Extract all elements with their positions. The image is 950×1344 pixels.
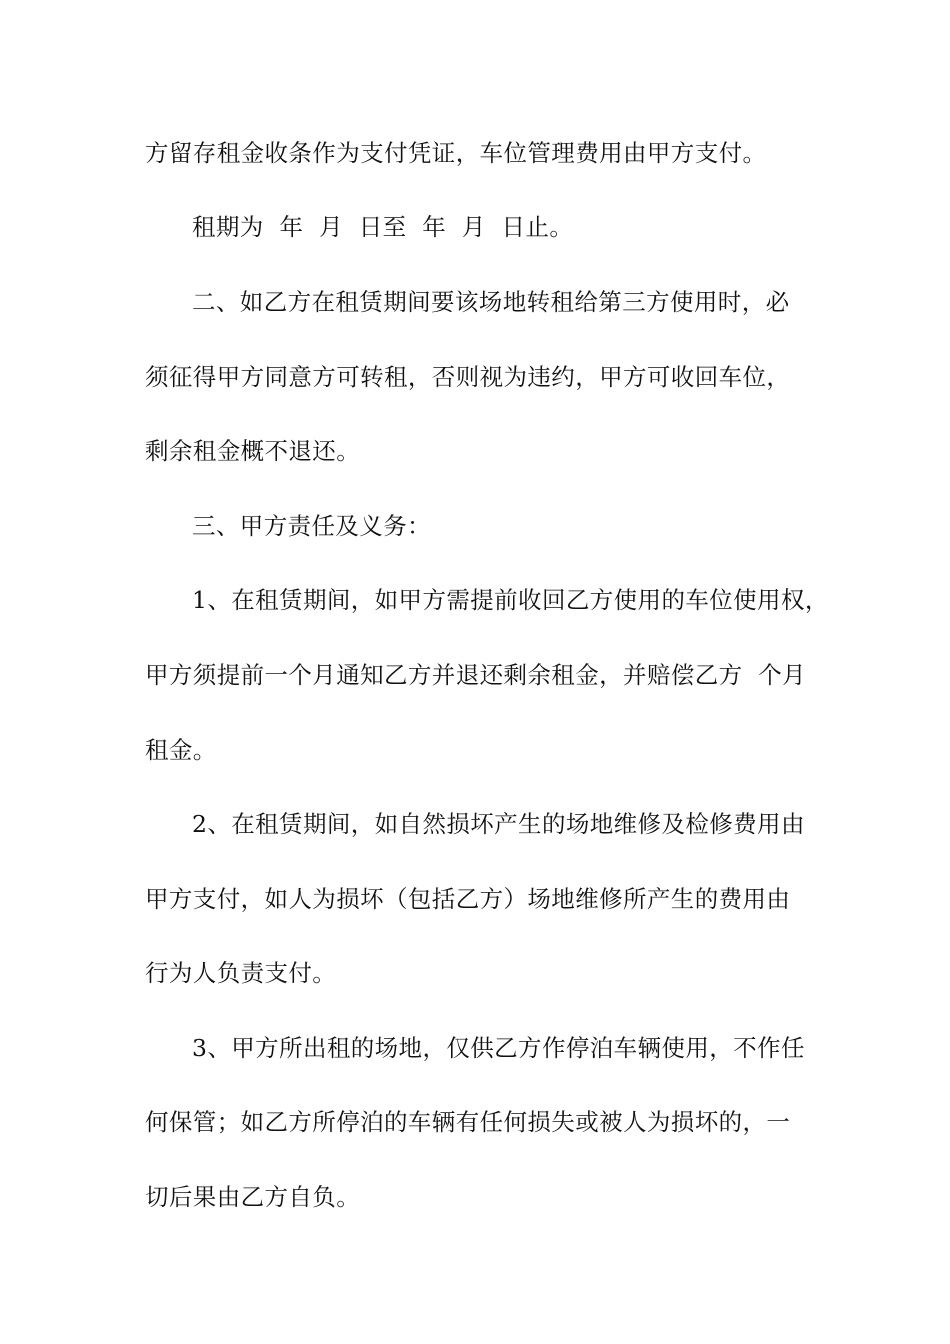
text-line-6: 三、甲方责任及义务： xyxy=(192,512,431,540)
text-line-1: 方留存租金收条作为支付凭证，车位管理费用由甲方支付。 xyxy=(145,139,767,167)
text-line-14: 何保管；如乙方所停泊的车辆有任何损失或被人为损坏的，一 xyxy=(145,1108,791,1136)
text-line-15: 切后果由乙方自负。 xyxy=(145,1183,361,1211)
text-line-3: 二、如乙方在租赁期间要该场地转租给第三方使用时，必 xyxy=(192,288,790,316)
text-line-7: 1、在租赁期间，如甲方需提前收回乙方使用的车位使用权， xyxy=(192,586,829,614)
text-line-12: 行为人负责支付。 xyxy=(145,959,337,987)
text-line-13: 3、甲方所出租的场地，仅供乙方作停泊车辆使用，不作任 xyxy=(192,1034,805,1062)
text-line-9: 租金。 xyxy=(145,736,217,764)
text-line-11: 甲方支付，如人为损坏（包括乙方）场地维修所产生的费用由 xyxy=(145,885,791,913)
text-line-10: 2、在租赁期间，如自然损坏产生的场地维修及检修费用由 xyxy=(192,810,805,838)
text-line-4: 须征得甲方同意方可转租，否则视为违约，甲方可收回车位， xyxy=(145,363,791,391)
text-line-5: 剩余租金概不退还。 xyxy=(145,437,361,465)
text-line-8: 甲方须提前一个月通知乙方并退还剩余租金，并赔偿乙方 个月 xyxy=(145,661,807,689)
text-line-2: 租期为 年 月 日至 年 月 日止。 xyxy=(192,213,574,241)
